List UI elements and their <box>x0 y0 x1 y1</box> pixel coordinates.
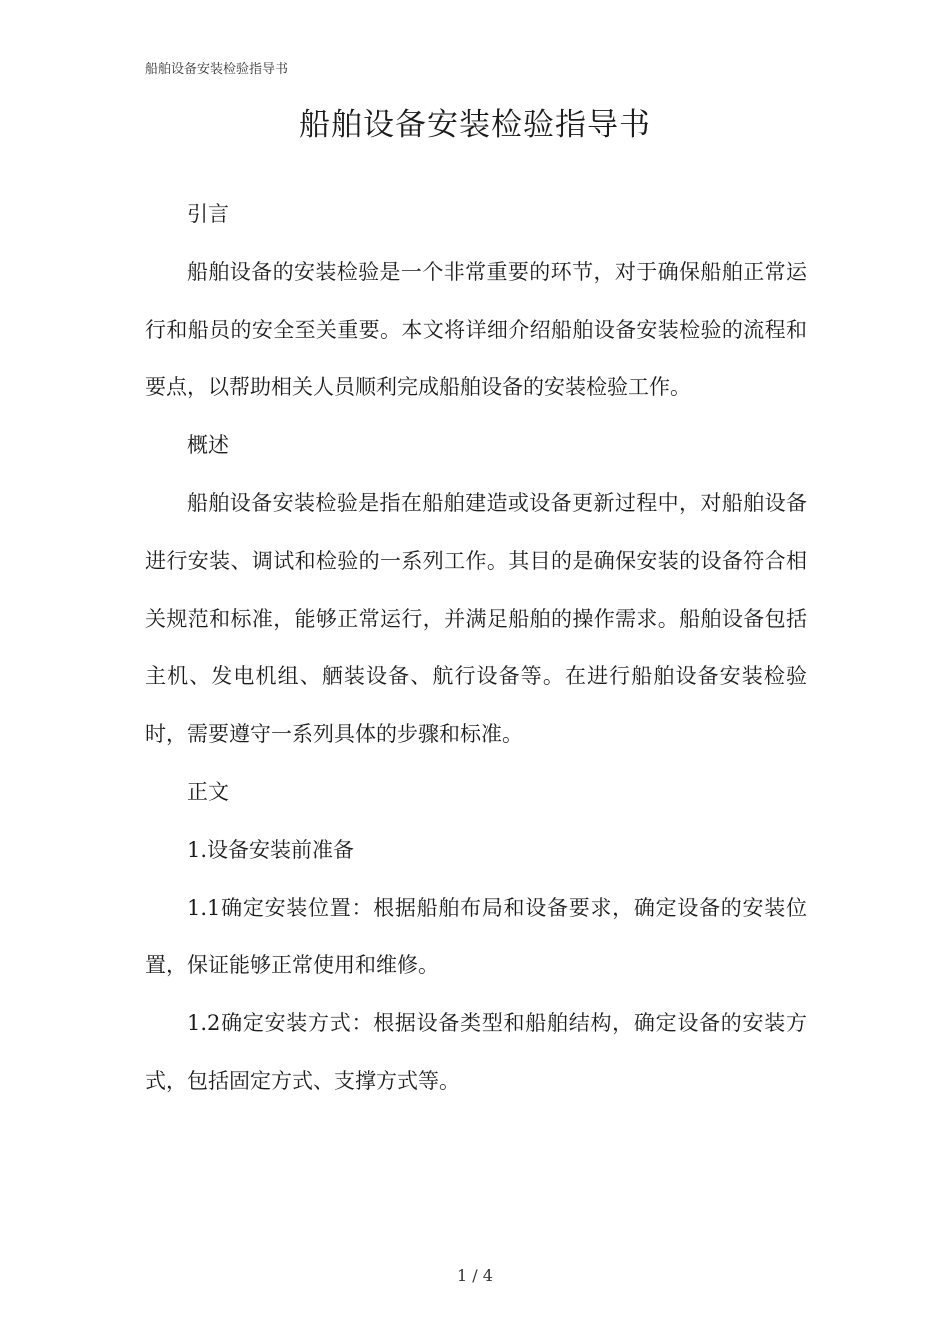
document-body <box>145 186 807 1111</box>
paragraph-overview: 船舶设备安装检验是指在船舶建造或设备更新过程中，对船舶设备进行安装、调试和检验的一系列工作。其目的是确保安装的设备符合相关规范和标准，能够正常运行，并满足船舶的操作需求。船舶设备包括主机、发电机组、舾装设备、航行设备等。在进行船舶设备安装检验时，需要遵守一系列具体的步骤和标准。 <box>145 490 807 747</box>
list-item-1-2: 1.2确定安装方式：根据设备类型和船舶结构，确定设备的安装方式，包括固定方式、支撑方式等。 <box>145 1011 807 1093</box>
section-heading-body: 正文 <box>187 779 229 804</box>
section-heading-overview: 概述 <box>187 433 229 458</box>
list-item-1-1: 1.1确定安装位置：根据船舶布局和设备要求，确定设备的安装位置，保证能够正常使用和维修。 <box>145 895 807 978</box>
subsection-heading-1: 1.设备安装前准备 <box>187 837 355 862</box>
paragraph-intro: 船舶设备的安装检验是一个非常重要的环节，对于确保船舶正常运行和船员的安全至关重要。本文将详细介绍船舶设备安装检验的流程和要点，以帮助相关人员顺利完成船舶设备的安装检验工作。 <box>145 259 807 400</box>
page-number: 1 / 4 <box>457 1266 493 1285</box>
section-heading-intro: 引言 <box>187 202 229 226</box>
document-title: 船舶设备安装检验指导书 <box>299 107 651 143</box>
running-header: 船舶设备安装检验指导书 <box>145 62 289 77</box>
